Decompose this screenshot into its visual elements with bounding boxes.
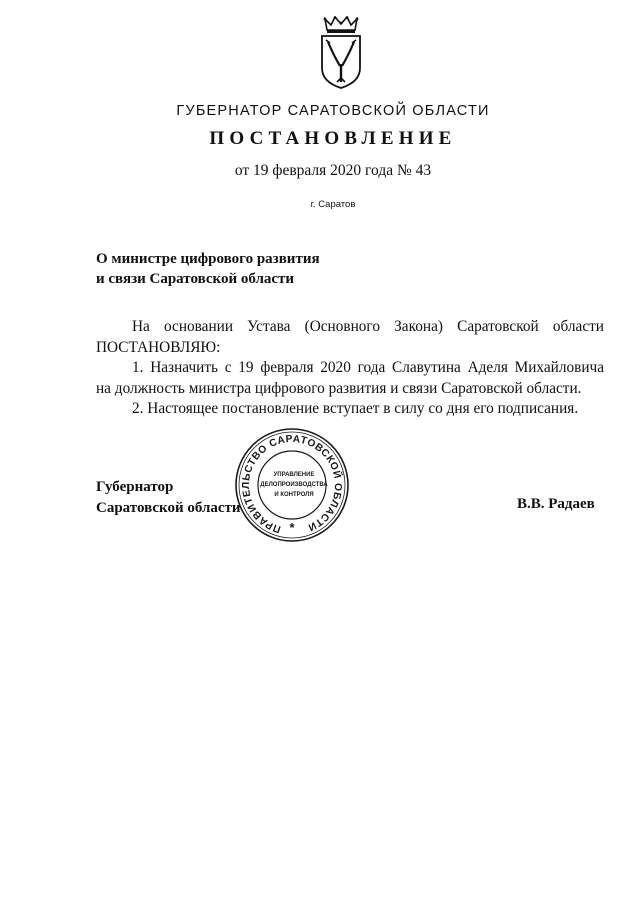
body-item-2: 2. Настоящее постановление вступает в силу со дня его подписания.: [132, 400, 579, 417]
stamp-center-line: ДЕЛОПРОИЗВОДСТВА: [260, 482, 328, 488]
signatory-title-line: Губернатор: [96, 479, 174, 495]
body-intro-line: На основании Устава (Основного Закона) Саратовской области: [132, 318, 604, 335]
stamp-center-line: УПРАВЛЕНИЕ: [273, 472, 315, 478]
body-item-1-line: на должность министра цифрового развития и связи Саратовской области.: [96, 379, 582, 397]
subject-line: О министре цифрового развития: [96, 251, 320, 267]
body-item-1-line: 1. Назначить с 19 февраля 2020 года Славутина Аделя Михайловича: [132, 359, 604, 376]
stamp-center-line: И КОНТРОЛЯ: [274, 492, 314, 498]
document-city: г. Саратов: [310, 199, 356, 210]
signatory-name: В.В. Радаев: [517, 496, 595, 512]
document-type: ПОСТАНОВЛЕНИЕ: [209, 128, 457, 149]
issuer-title: ГУБЕРНАТОР САРАТОВСКОЙ ОБЛАСТИ: [176, 103, 490, 119]
document-body: [96, 317, 604, 420]
stamp-ring-text: ПРАВИТЕЛЬСТВО САРАТОВСКОЙ ОБЛАСТИ: [240, 433, 344, 535]
signatory-title-line: Саратовской области: [96, 500, 241, 516]
saratov-coat-of-arms-icon: [318, 16, 364, 90]
body-decree-word: ПОСТАНОВЛЯЮ:: [96, 338, 221, 356]
document-subject: [96, 249, 320, 289]
document-date-number: от 19 февраля 2020 года № 43: [234, 162, 432, 179]
subject-line: и связи Саратовской области: [96, 271, 295, 287]
stamp-star: *: [289, 520, 295, 535]
official-stamp: [232, 424, 352, 548]
signatory-title: [96, 477, 241, 519]
